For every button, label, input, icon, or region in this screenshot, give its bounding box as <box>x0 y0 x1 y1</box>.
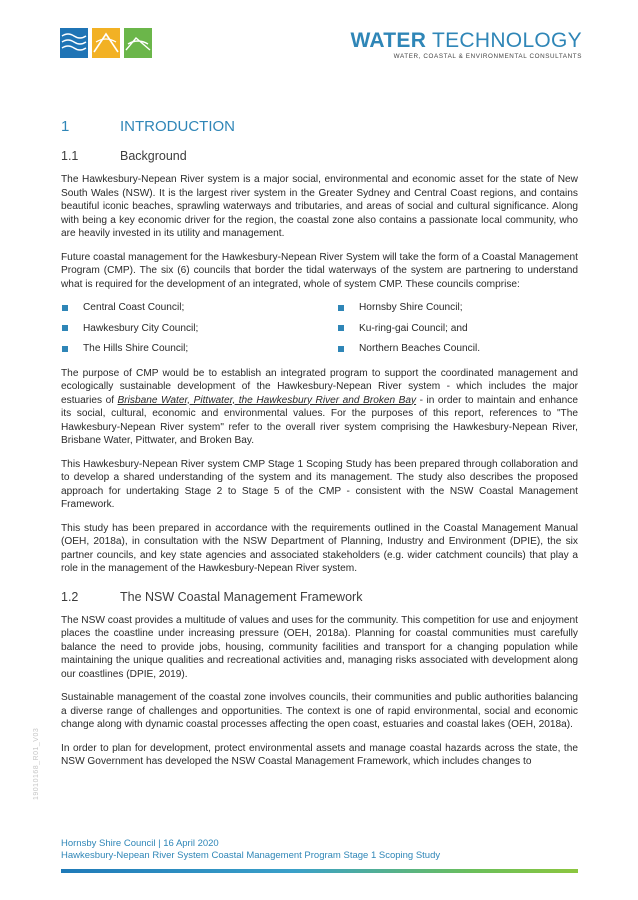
footer-divider <box>61 869 578 873</box>
section-heading-1 <box>61 118 578 135</box>
list-item: The Hills Shire Council; <box>61 342 337 356</box>
paragraph: The NSW coast provides a multitude of values and uses for the community. This competition for use and enjoyment places the coastline under increasing pressure (OEH, 2018a). Planning for coastal communities must carefully balance the need to provide jobs, housing, community facilities and transport for a changing population while maintaining the unique qualities and recreational activities and, managing risks associated with development along our coastlines (DPIE, 2019). <box>61 614 578 680</box>
bullet-square-icon <box>338 346 344 352</box>
bullet-square-icon <box>62 305 68 311</box>
section-title: INTRODUCTION <box>120 118 235 135</box>
subsection-heading-1-1 <box>61 149 578 163</box>
bullet-square-icon <box>62 325 68 331</box>
footer-line-1: Hornsby Shire Council | 16 April 2020 <box>61 838 219 849</box>
subsection-number: 1.1 <box>61 149 79 163</box>
page-footer <box>61 838 440 862</box>
water-technology-logo <box>350 30 582 60</box>
list-item: Central Coast Council; <box>61 301 337 315</box>
brand-bold: WATER <box>350 29 427 52</box>
document-code: 19010168_R01_V03 <box>33 727 40 800</box>
subsection-title: The NSW Coastal Management Framework <box>120 589 363 604</box>
list-item: Hornsby Shire Council; <box>337 301 578 315</box>
client-logo <box>60 28 152 58</box>
section-number: 1 <box>61 118 70 135</box>
council-list <box>61 301 578 356</box>
paragraph: The purpose of CMP would be to establish an integrated program to support the coordinated management and ecologically sustainable development of the Hawkesbury-Nepean River system - which includes the major estuaries of Brisbane Water, Pittwater, the Hawkesbury River and Broken Bay - in order to maintain and enhance its social, cultural, economic and environmental values. For the purposes of this report, references to "The Hawkesbury-Nepean River system" refer to the overall river system comprising the Hawkesbury-Nepean River, Brisbane Water, Pittwater, and Broken Bay. <box>61 367 578 446</box>
footer-line-2: Hawkesbury-Nepean River System Coastal Management Program Stage 1 Scoping Study <box>61 850 441 861</box>
subsection-heading-1-2 <box>61 590 578 604</box>
subsection-title: Background <box>120 149 187 163</box>
paragraph: The Hawkesbury-Nepean River system is a major social, environmental and economic asset for the state of New South Wales (NSW). It is the largest river system in the Greater Sydney and Central Coast regions, and contains beautiful iconic beaches, sprawling waterways and tributaries, and areas of social and cultural significance. Along with being a key economic driver for the region, the coastal zone also contains a passionate local community, who are heavily invested in its utility and management. <box>61 174 578 239</box>
bullet-square-icon <box>338 325 344 331</box>
list-item: Hawkesbury City Council; <box>61 322 337 336</box>
paragraph: In order to plan for development, protect environmental assets and manage coastal hazards across the state, the NSW Government has developed the NSW Coastal Management Framework, which includes changes to <box>61 742 578 767</box>
paragraph: Sustainable management of the coastal zone involves councils, their communities and public authorities balancing a diverse range of challenges and opportunities. The context is one of rapid environmental, social and economic change along with dynamic coastal processes affecting the open coast, estuaries and coastal lakes (OEH, 2018a). <box>61 692 578 730</box>
paragraph: This Hawkesbury-Nepean River system CMP Stage 1 Scoping Study has been prepared through collaboration and to develop a shared understanding of the system and its management. The study also describes the proposed approach for undertaking Stage 2 to Stage 5 of the CMP - consistent with the NSW Coastal Management Framework. <box>61 458 578 510</box>
brand-tagline: WATER, COASTAL & ENVIRONMENTAL CONSULTANTS <box>393 53 582 60</box>
paragraph: This study has been prepared in accordance with the requirements outlined in the Coastal Management Manual (OEH, 2018a), in consultation with the NSW Department of Planning, Industry and Environment (DPIE), the six partner councils, and key state agencies and associated stakeholders (e.g. wider catchment councils) that play a role in the management of the Hawkesbury-Nepean River system. <box>61 522 578 574</box>
bullet-square-icon <box>338 305 344 311</box>
page-content <box>61 118 578 769</box>
subsection-number: 1.2 <box>61 589 79 604</box>
estuaries-reference: Brisbane Water, Pittwater, the Hawkesbury River and Broken Bay <box>117 394 417 406</box>
bullet-square-icon <box>62 346 68 352</box>
brand-light: TECHNOLOGY <box>426 29 582 52</box>
paragraph: Future coastal management for the Hawkesbury-Nepean River System will take the form of a Coastal Management Program (CMP). The six (6) councils that border the tidal waterways of the system are partnering to understand what is required for the development of an integrated, whole of system CMP. These councils comprise: <box>61 251 578 290</box>
list-item: Ku-ring-gai Council; and <box>337 322 578 336</box>
list-item: Northern Beaches Council. <box>337 342 578 356</box>
